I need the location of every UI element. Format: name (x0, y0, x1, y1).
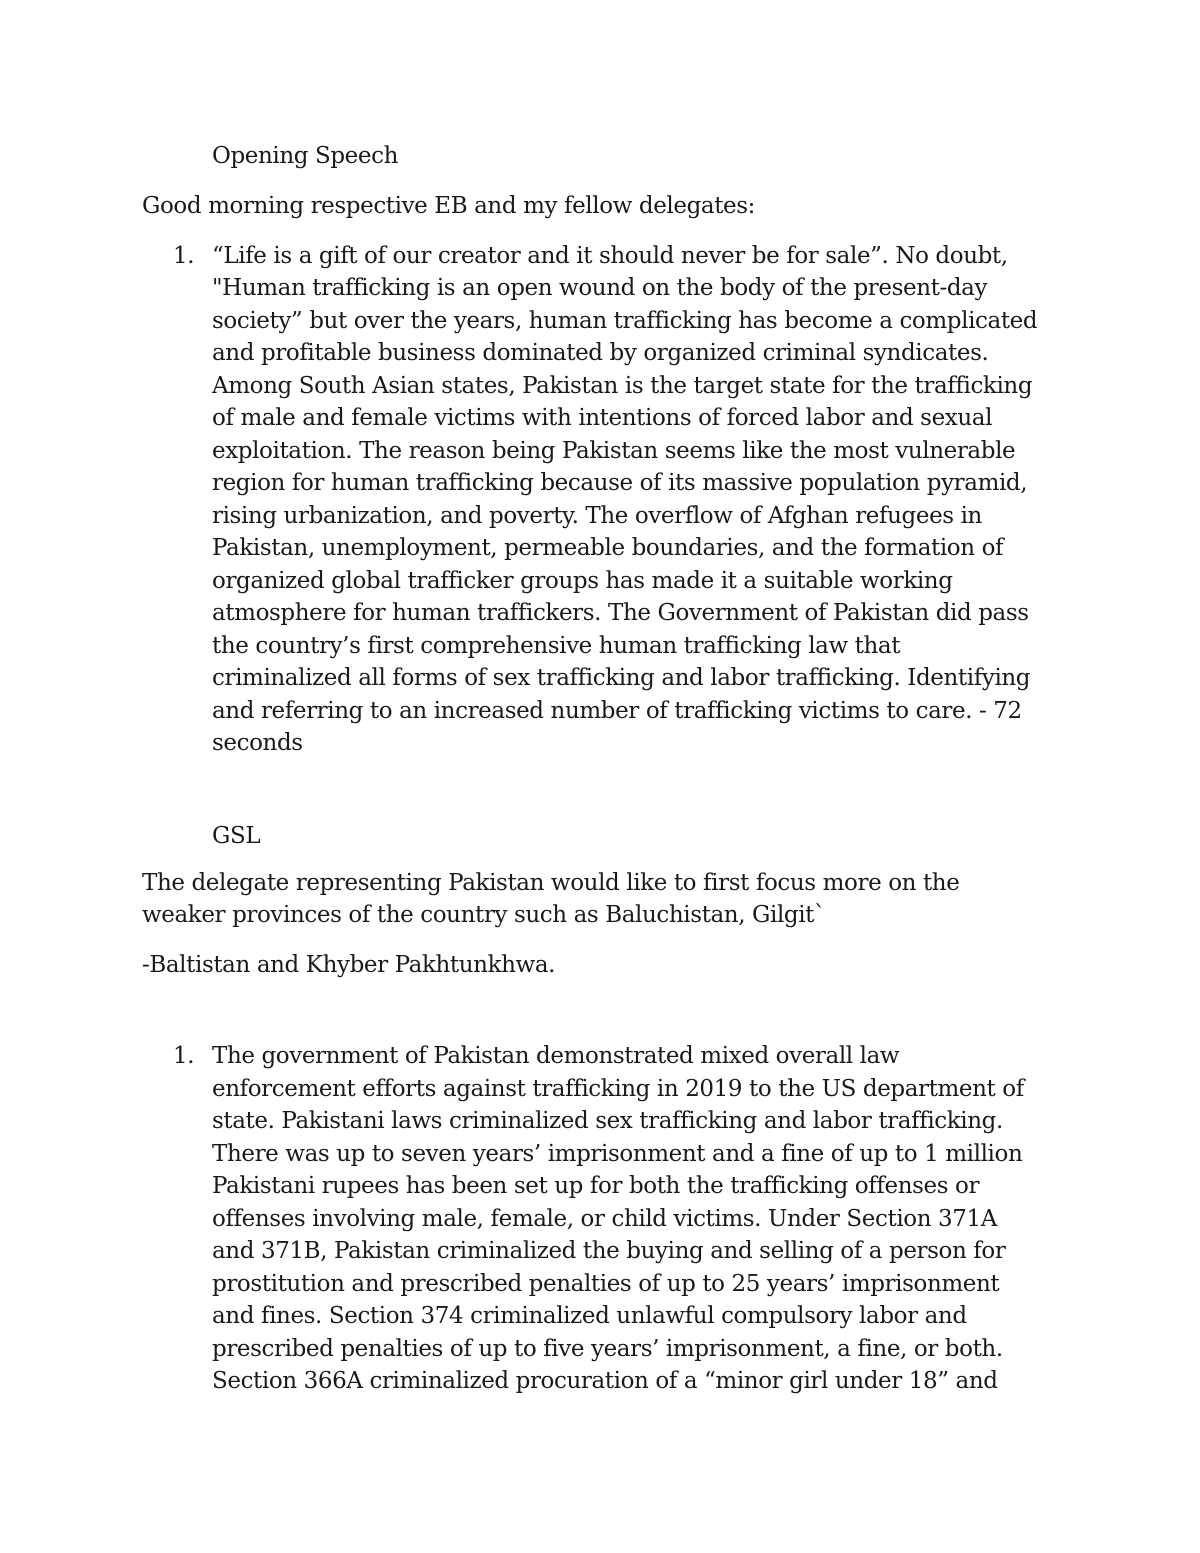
opening-paragraph-line: the country’s first comprehensive human trafficking law that (212, 633, 901, 659)
gsl-paragraph-line: enforcement efforts against trafficking in 2019 to the US department of (212, 1076, 1024, 1102)
opening-speech-heading: Opening Speech (212, 143, 399, 169)
opening-paragraph-line: criminalized all forms of sex trafficking and labor trafficking. Identifying (212, 665, 1031, 691)
opening-paragraph-line: and profitable business dominated by organized criminal syndicates. (212, 340, 989, 366)
gsl-paragraph-line: state. Pakistani laws criminalized sex trafficking and labor trafficking. (212, 1108, 1003, 1134)
opening-paragraph-line: Pakistan, unemployment, permeable boundaries, and the formation of (212, 535, 1004, 561)
gsl-paragraph-line: prostitution and prescribed penalties of up to 25 years’ imprisonment (212, 1271, 1000, 1297)
gsl-paragraph-line: offenses involving male, female, or child victims. Under Section 371A (212, 1206, 997, 1232)
gsl-paragraph-line: prescribed penalties of up to five years’ imprisonment, a fine, or both. (212, 1336, 1003, 1362)
opening-paragraph-line: society” but over the years, human trafficking has become a complicated (212, 308, 1038, 334)
gsl-paragraph-line: and 371B, Pakistan criminalized the buying and selling of a person for (212, 1238, 1006, 1264)
greeting-line: Good morning respective EB and my fellow delegates: (142, 193, 756, 219)
opening-paragraph-line: seconds (212, 730, 303, 756)
gsl-list-number: 1. (173, 1043, 195, 1069)
opening-paragraph-line: "Human trafficking is an open wound on the body of the present-day (212, 275, 988, 301)
opening-paragraph-line: “Life is a gift of our creator and it should never be for sale”. No doubt, (212, 243, 1008, 269)
opening-paragraph-line: Among South Asian states, Pakistan is the target state for the trafficking (212, 373, 1033, 399)
gsl-paragraph-line: There was up to seven years’ imprisonment and a fine of up to 1 million (212, 1141, 1023, 1167)
gsl-heading: GSL (212, 823, 261, 849)
gsl-intro-line: The delegate representing Pakistan would like to first focus more on the (142, 870, 960, 896)
opening-paragraph-line: atmosphere for human traffickers. The Government of Pakistan did pass (212, 600, 1029, 626)
opening-paragraph-line: rising urbanization, and poverty. The overflow of Afghan refugees in (212, 503, 982, 529)
opening-paragraph-line: of male and female victims with intentions of forced labor and sexual (212, 405, 993, 431)
gsl-paragraph-line: and fines. Section 374 criminalized unlawful compulsory labor and (212, 1303, 967, 1329)
opening-list-number: 1. (173, 243, 195, 269)
opening-paragraph-line: and referring to an increased number of trafficking victims to care. - 72 (212, 698, 1022, 724)
opening-paragraph-line: exploitation. The reason being Pakistan seems like the most vulnerable (212, 438, 1016, 464)
gsl-paragraph-line: The government of Pakistan demonstrated mixed overall law (212, 1043, 900, 1069)
gsl-paragraph-line: Pakistani rupees has been set up for both the trafficking offenses or (212, 1173, 980, 1199)
gsl-intro-line: weaker provinces of the country such as Baluchistan, Gilgit` (142, 902, 826, 928)
gsl-paragraph-line: Section 366A criminalized procuration of a “minor girl under 18” and (212, 1368, 998, 1394)
opening-paragraph-line: organized global trafficker groups has made it a suitable working (212, 568, 953, 594)
gsl-intro-continuation: -Baltistan and Khyber Pakhtunkhwa. (142, 952, 556, 978)
opening-paragraph-line: region for human trafficking because of its massive population pyramid, (212, 470, 1028, 496)
